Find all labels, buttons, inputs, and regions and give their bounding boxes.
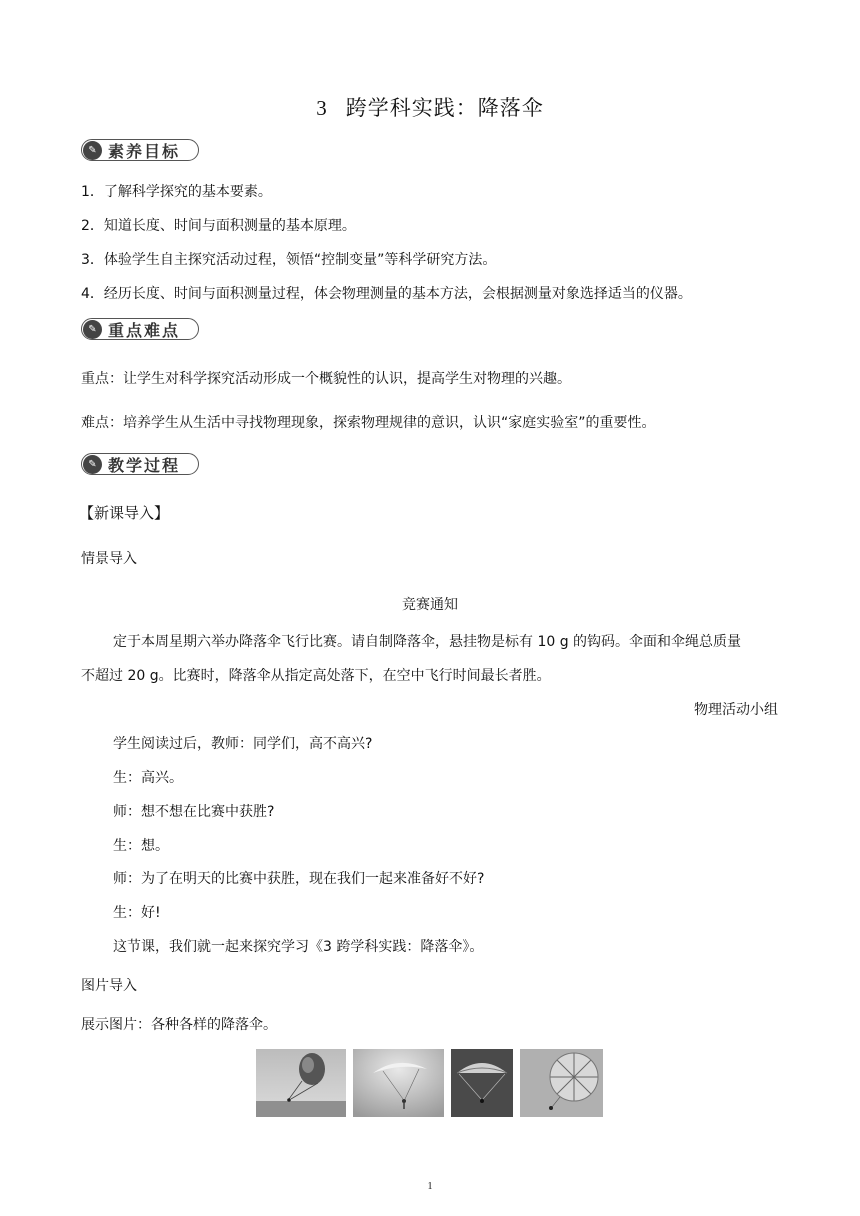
parachute-photo-4 bbox=[520, 1049, 603, 1117]
page-title bbox=[0, 92, 860, 122]
key-focus: 重点：让学生对科学探究活动形成一个概貌性的认识，提高学生对物理的兴趣。 bbox=[81, 371, 571, 387]
section-icon: ✎ bbox=[83, 141, 102, 160]
title-text: 跨学科实践：降落伞 bbox=[345, 96, 544, 120]
section-badge-keypoints bbox=[81, 318, 199, 340]
dialogue-line: 师：想不想在比赛中获胜? bbox=[113, 804, 275, 820]
dialogue-line: 学生阅读过后，教师：同学们，高不高兴? bbox=[113, 736, 373, 752]
parachute-photo-2 bbox=[353, 1049, 444, 1117]
notice-line: 不超过 20 g。比赛时，降落伞从指定高处落下，在空中飞行时间最长者胜。 bbox=[81, 668, 551, 684]
section-label: 教学过程 bbox=[108, 455, 181, 475]
section-badge-process bbox=[81, 453, 199, 475]
picture-desc: 展示图片：各种各样的降落伞。 bbox=[81, 1017, 277, 1033]
section-label: 重点难点 bbox=[108, 320, 181, 340]
notice-title: 竞赛通知 bbox=[402, 597, 458, 613]
dialogue-line: 生：想。 bbox=[113, 838, 169, 854]
title-number: 3 bbox=[316, 96, 328, 120]
dialogue-line: 生：高兴。 bbox=[113, 770, 183, 786]
goal-item: 2．知道长度、时间与面积测量的基本原理。 bbox=[81, 218, 356, 234]
goal-item: 1．了解科学探究的基本要素。 bbox=[81, 184, 272, 200]
parachute-photo-1 bbox=[256, 1049, 346, 1117]
notice-line: 定于本周星期六举办降落伞飞行比赛。请自制降落伞，悬挂物是标有 10 g 的钩码。伞面和伞绳总质量 bbox=[113, 634, 742, 650]
section-badge-goals bbox=[81, 139, 199, 161]
picture-label: 图片导入 bbox=[81, 978, 137, 994]
intro-heading: 【新课导入】 bbox=[79, 504, 170, 522]
parachute-photo-3 bbox=[451, 1049, 513, 1117]
section-icon: ✎ bbox=[83, 320, 102, 339]
dialogue-line: 这节课，我们就一起来探究学习《3 跨学科实践：降落伞》。 bbox=[113, 939, 484, 955]
dialogue-line: 生：好! bbox=[113, 905, 161, 921]
goal-item: 3．体验学生自主探究活动过程，领悟“控制变量”等科学研究方法。 bbox=[81, 252, 497, 268]
scene-label: 情景导入 bbox=[81, 551, 137, 567]
dialogue-line: 师：为了在明天的比赛中获胜，现在我们一起来准备好不好? bbox=[113, 871, 485, 887]
notice-signature: 物理活动小组 bbox=[694, 702, 778, 718]
section-icon: ✎ bbox=[83, 455, 102, 474]
key-difficulty: 难点：培养学生从生活中寻找物理现象，探索物理规律的意识，认识“家庭实验室”的重要性。 bbox=[81, 415, 656, 431]
section-label: 素养目标 bbox=[108, 141, 181, 161]
goal-item: 4．经历长度、时间与面积测量过程，体会物理测量的基本方法，会根据测量对象选择适当的仪器。 bbox=[81, 286, 692, 302]
page-number: 1 bbox=[427, 1181, 433, 1192]
